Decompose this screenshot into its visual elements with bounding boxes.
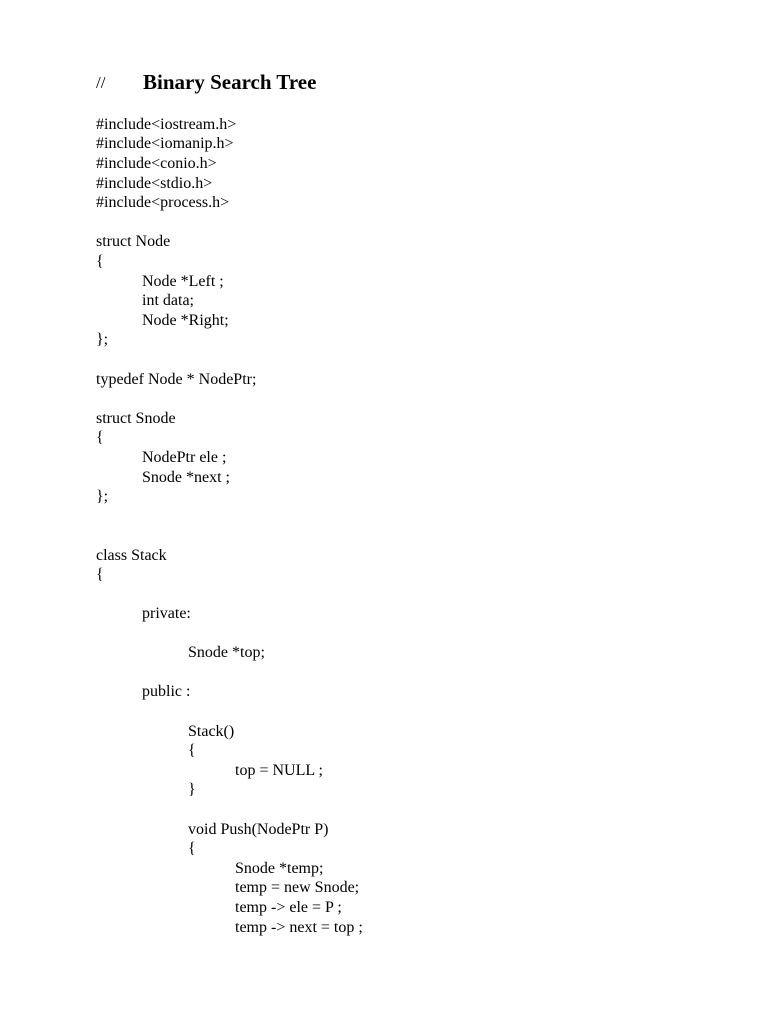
code-line-push-signature: void Push(NodePtr P) — [188, 821, 329, 838]
code-line-include-iomanip: #include<iomanip.h> — [96, 135, 234, 152]
code-line-push-open: { — [188, 840, 196, 857]
code-line-class-stack-open: { — [96, 566, 104, 583]
document-heading — [96, 70, 317, 98]
code-line-push-temp-next: temp -> next = top ; — [235, 919, 363, 936]
code-line-ctor-close: } — [188, 781, 196, 798]
code-line-node-right: Node *Right; — [142, 312, 229, 329]
code-line-typedef-nodeptr: typedef Node * NodePtr; — [96, 371, 257, 388]
code-line-ctor-stack: Stack() — [188, 723, 235, 740]
code-line-push-temp-new: temp = new Snode; — [235, 879, 360, 896]
code-line-snode-ele: NodePtr ele ; — [142, 449, 227, 466]
code-line-struct-node-close: }; — [96, 331, 109, 348]
code-line-push-temp-ele: temp -> ele = P ; — [235, 899, 342, 916]
code-line-class-stack: class Stack — [96, 547, 167, 564]
code-line-node-left: Node *Left ; — [142, 273, 224, 290]
code-line-struct-node-open: { — [96, 253, 104, 270]
code-line-struct-snode-close: }; — [96, 488, 109, 505]
code-line-node-data: int data; — [142, 292, 194, 309]
code-line-include-conio: #include<conio.h> — [96, 155, 217, 172]
code-line-ctor-top-null: top = NULL ; — [235, 762, 323, 779]
code-line-struct-snode-open: { — [96, 429, 104, 446]
code-line-struct-snode: struct Snode — [96, 410, 176, 427]
code-line-include-stdio: #include<stdio.h> — [96, 175, 213, 192]
code-line-snode-next: Snode *next ; — [142, 469, 230, 486]
code-line-struct-node: struct Node — [96, 233, 171, 250]
code-line-member-top: Snode *top; — [188, 644, 265, 661]
code-line-private-label: private: — [142, 605, 191, 622]
heading-comment-mark: // — [96, 73, 106, 92]
code-line-include-iostream: #include<iostream.h> — [96, 116, 237, 133]
code-line-include-process: #include<process.h> — [96, 194, 230, 211]
code-line-push-temp-decl: Snode *temp; — [235, 860, 324, 877]
code-line-ctor-open: { — [188, 742, 196, 759]
heading-title: Binary Search Tree — [143, 70, 317, 94]
code-line-public-label: public : — [142, 683, 191, 700]
